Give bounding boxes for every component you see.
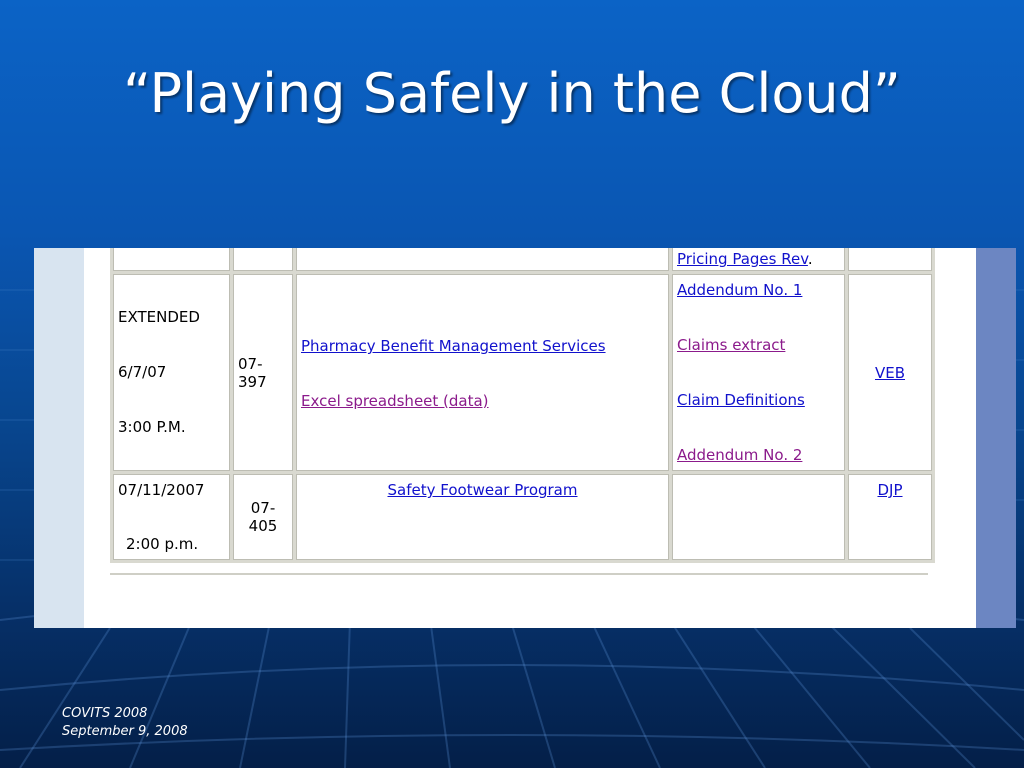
table-cell (233, 274, 293, 471)
table-row (113, 474, 932, 560)
bid-number: 07- 405 (248, 499, 278, 535)
claim-definitions-link[interactable]: Claim Definitions (677, 391, 805, 409)
footer-event: COVITS 2008 (62, 706, 148, 721)
slide-title: “Playing Safely in the Cloud” (123, 62, 901, 125)
table-cell (848, 274, 932, 471)
date-text: 07/11/2007 (118, 481, 205, 499)
time-text: 2:00 p.m. (126, 535, 199, 553)
table-cell (672, 274, 845, 471)
table-cell (233, 248, 293, 271)
screenshot-left-margin (34, 248, 84, 628)
contact-djp-link[interactable]: DJP (877, 481, 903, 499)
table-cell (296, 248, 669, 271)
embedded-screenshot (34, 248, 1016, 628)
screenshot-scrollbar-region (976, 248, 1016, 628)
footer-date: September 9, 2008 (62, 724, 188, 739)
claims-extract-link[interactable]: Claims extract (677, 336, 786, 354)
table-cell (848, 248, 932, 271)
pricing-pages-link[interactable]: Pricing Pages Rev (677, 250, 808, 268)
pharmacy-benefit-link[interactable]: Pharmacy Benefit Management Services (301, 337, 606, 355)
table-cell (113, 274, 230, 471)
addendum-2-link[interactable]: Addendum No. 2 (677, 446, 803, 464)
date-text: 6/7/07 (118, 363, 167, 381)
bid-table (110, 248, 935, 563)
table-cell (296, 474, 669, 560)
status-text: EXTENDED (118, 308, 200, 326)
time-text: 3:00 P.M. (118, 418, 186, 436)
bid-number: 07- 397 (238, 354, 267, 391)
table-cell (296, 274, 669, 471)
table-cell (848, 474, 932, 560)
table-cell (113, 248, 230, 271)
table-bottom-divider (110, 573, 928, 575)
addendum-1-link[interactable]: Addendum No. 1 (677, 281, 803, 299)
slide-footer (62, 705, 188, 741)
table-row (113, 274, 932, 471)
table-cell (233, 474, 293, 560)
table-row (113, 248, 932, 271)
table-cell (113, 474, 230, 560)
excel-spreadsheet-link[interactable]: Excel spreadsheet (data) (301, 392, 489, 410)
table-cell (672, 248, 845, 271)
contact-veb-link[interactable]: VEB (874, 363, 906, 382)
punctuation: . (807, 250, 813, 268)
table-cell (672, 474, 845, 560)
safety-footwear-link[interactable]: Safety Footwear Program (387, 481, 578, 499)
screenshot-page (84, 248, 976, 628)
